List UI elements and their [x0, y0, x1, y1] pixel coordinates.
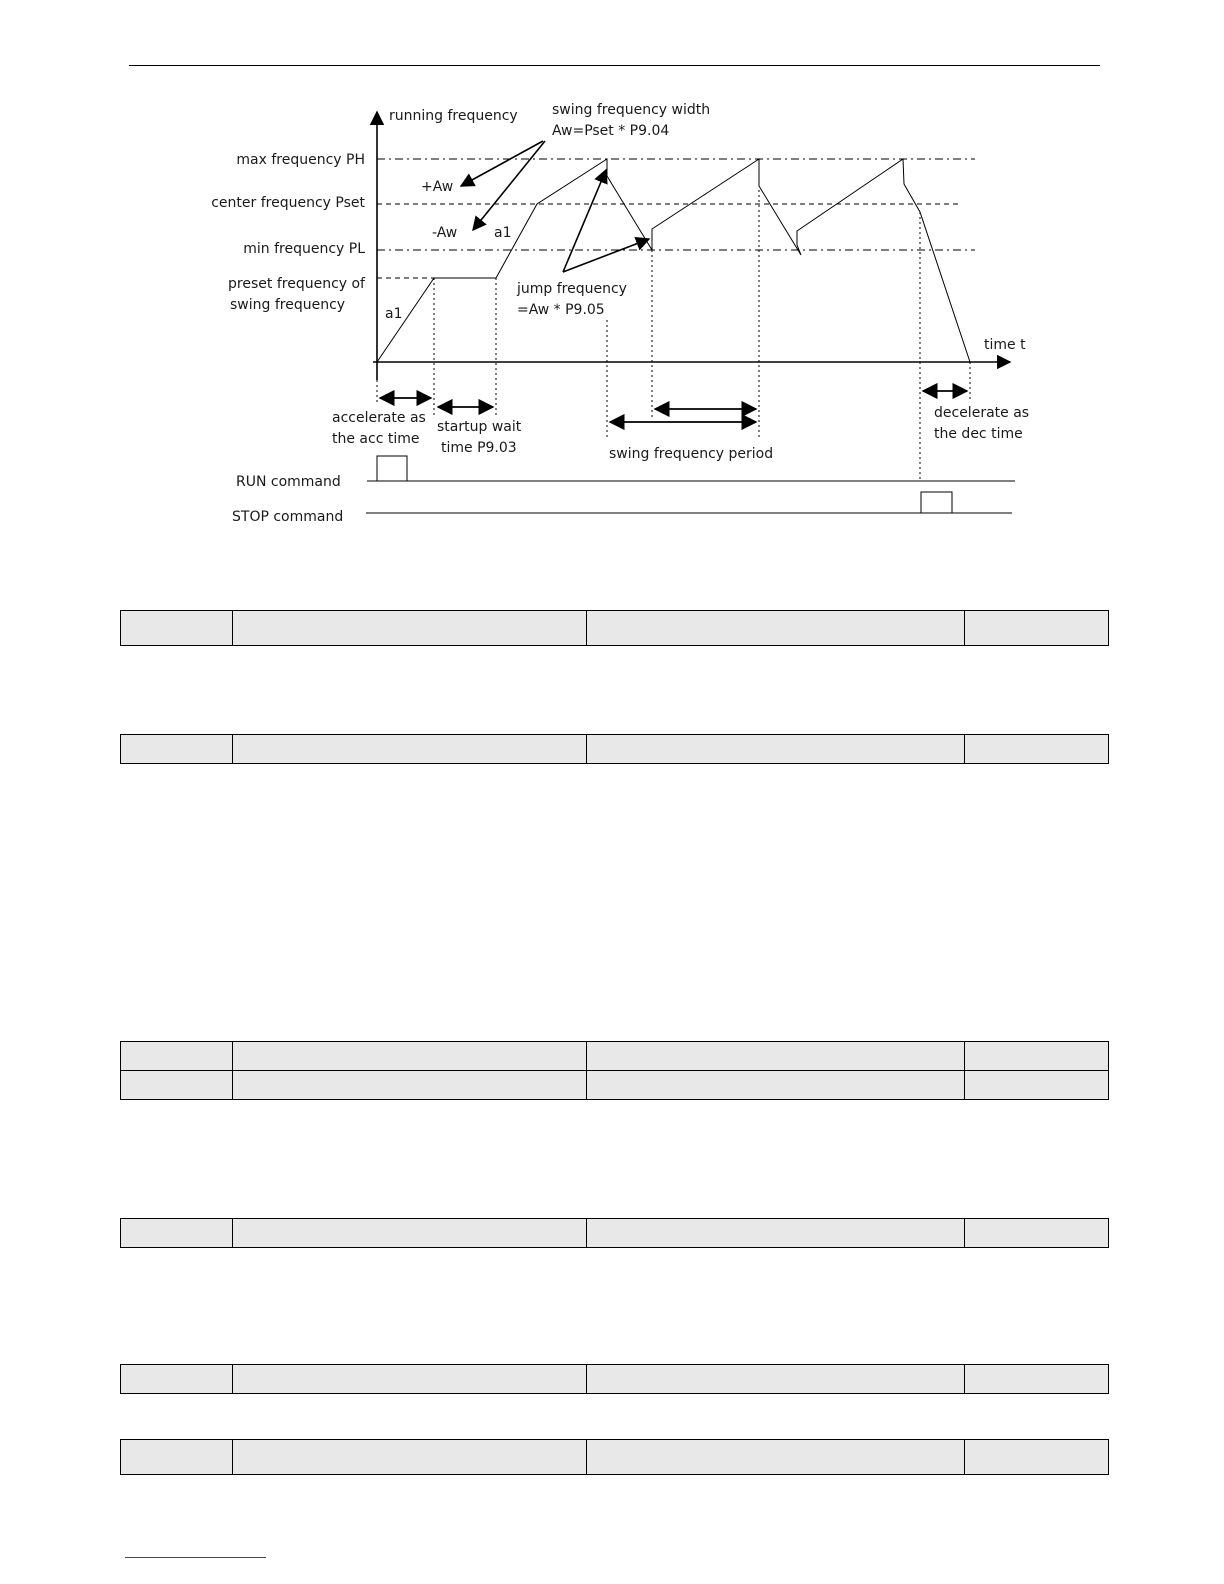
table-cell: [587, 1440, 965, 1475]
time-guides: [377, 190, 970, 480]
run-command-label: RUN command: [236, 474, 341, 490]
table-row: [121, 1042, 1109, 1071]
table-cell: [587, 1042, 965, 1071]
accelerate-label-2: the acc time: [332, 431, 420, 447]
swing-width-label-1: swing frequency width: [552, 102, 711, 118]
decelerate-label-1: decelerate as: [934, 405, 1030, 421]
table-cell: [233, 1042, 587, 1071]
table-cell: [965, 735, 1109, 764]
table-row: [121, 1219, 1109, 1248]
a1-upper-label: a1: [494, 225, 512, 241]
footer-rule: [125, 1557, 266, 1558]
table-cell: [965, 1365, 1109, 1394]
pointer-arrows: [461, 141, 649, 272]
parameter-table-5: [120, 1364, 1109, 1394]
stop-command-label: STOP command: [232, 509, 344, 525]
table-row: [121, 1365, 1109, 1394]
table-cell: [587, 611, 965, 646]
table-cell: [121, 1440, 233, 1475]
table-cell: [233, 735, 587, 764]
table-cell: [965, 1440, 1109, 1475]
parameter-table-2: [120, 734, 1109, 764]
decelerate-label-2: the dec time: [934, 426, 1023, 442]
startup-wait-label-2: time P9.03: [441, 440, 517, 456]
table-cell: [587, 1365, 965, 1394]
table-cell: [965, 1219, 1109, 1248]
span-arrows: [380, 391, 967, 422]
swing-period-label: swing frequency period: [609, 446, 774, 462]
table-cell: [121, 1071, 233, 1100]
table-row: [121, 1440, 1109, 1475]
table-row: [121, 1071, 1109, 1100]
table-cell: [121, 1219, 233, 1248]
table-cell: [121, 611, 233, 646]
minus-aw-label: -Aw: [432, 225, 458, 241]
table-cell: [587, 1219, 965, 1248]
table-cell: [233, 1219, 587, 1248]
table-cell: [233, 1365, 587, 1394]
table-cell: [587, 735, 965, 764]
parameter-table-3: [120, 1041, 1109, 1100]
startup-wait-label-1: startup wait: [437, 419, 522, 435]
jump-frequency-label-1: jump frequency: [517, 281, 627, 297]
table-cell: [233, 1440, 587, 1475]
table-cell: [121, 1042, 233, 1071]
parameter-table-1: [120, 610, 1109, 646]
a1-lower-label: a1: [385, 306, 403, 322]
y-axis-label: running frequency: [389, 108, 518, 124]
table-cell: [965, 1042, 1109, 1071]
command-signals: [366, 456, 1015, 513]
table-row: [121, 735, 1109, 764]
table-cell: [233, 1071, 587, 1100]
plus-aw-label: +Aw: [421, 179, 454, 195]
parameter-table-4: [120, 1218, 1109, 1248]
center-frequency-label: center frequency Pset: [211, 195, 365, 211]
table-row: [121, 611, 1109, 646]
preset-frequency-label-2: swing frequency: [230, 297, 346, 313]
table-cell: [233, 611, 587, 646]
min-frequency-label: min frequency PL: [243, 241, 365, 257]
max-frequency-label: max frequency PH: [236, 152, 365, 168]
swing-width-label-2: Aw=Pset * P9.04: [552, 123, 670, 139]
preset-frequency-label-1: preset frequency of: [228, 276, 365, 292]
table-cell: [965, 1071, 1109, 1100]
swing-frequency-diagram: [0, 0, 1224, 560]
table-cell: [965, 611, 1109, 646]
table-cell: [121, 1365, 233, 1394]
accelerate-label-1: accelerate as: [332, 410, 426, 426]
table-cell: [121, 735, 233, 764]
jump-frequency-label-2: =Aw * P9.05: [517, 302, 605, 318]
table-cell: [587, 1071, 965, 1100]
frequency-curve: [377, 159, 970, 362]
x-axis-label: time t: [984, 337, 1026, 353]
parameter-table-6: [120, 1439, 1109, 1475]
